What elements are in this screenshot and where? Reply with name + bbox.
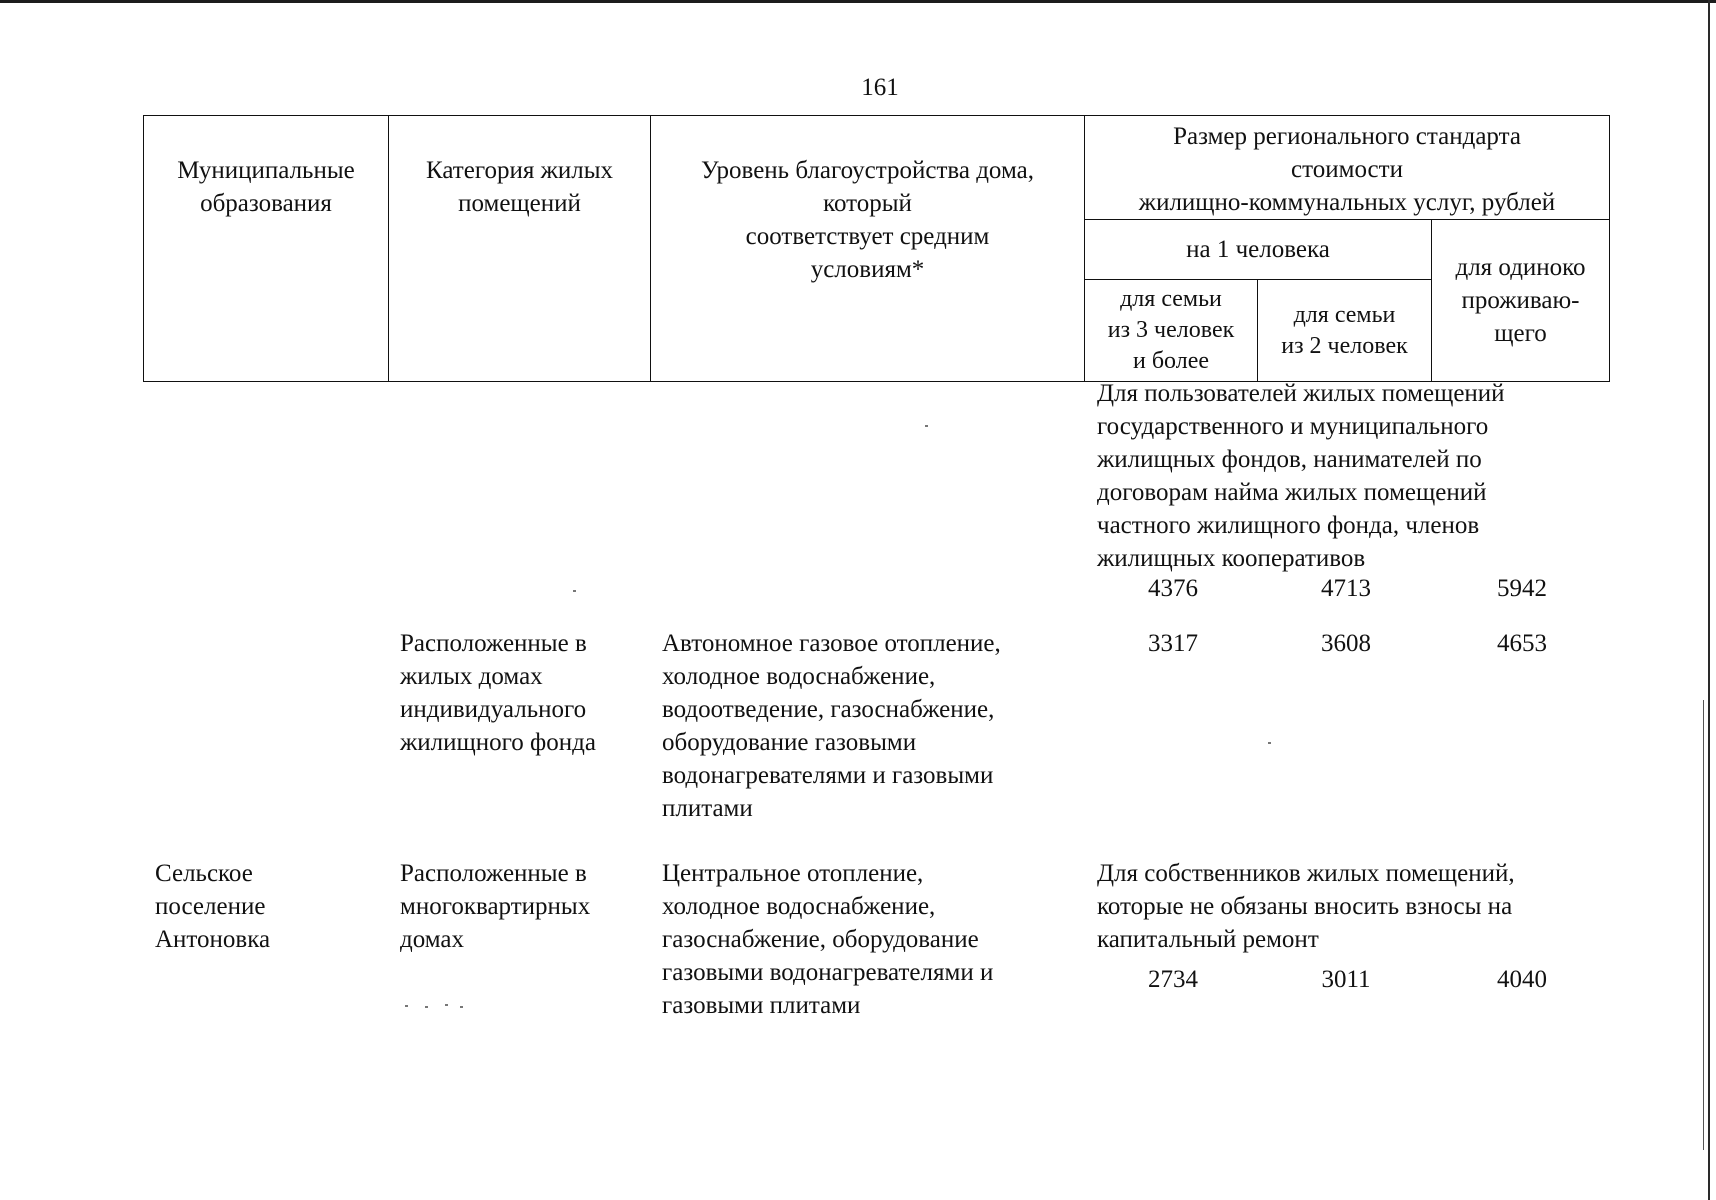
page-number: 161 — [861, 74, 899, 101]
header-category: Категория жилых помещений — [389, 116, 651, 382]
row3-municipal: Сельское поселение Антоновка — [155, 860, 271, 953]
row3-value-family2: 3011 — [1321, 966, 1371, 993]
scan-speck — [1268, 742, 1271, 744]
scan-speck — [925, 425, 928, 427]
row3-value-family3: 2734 — [1148, 966, 1198, 993]
scan-edge-right — [1708, 0, 1710, 1200]
scan-speck — [460, 1006, 463, 1008]
header-family2: для семьи из 2 человек — [1258, 280, 1432, 382]
row3-note: Для собственников жилых помещений, которые не обязаны вносить взносы на капитальный ремонт — [1097, 860, 1515, 953]
group1-value-family2: 4713 — [1321, 575, 1371, 602]
group1-note: Для пользователей жилых помещений государственного и муниципального жилищных фондов, нанимателей по договорам найма жилых помещений частного жилищного фонда, членов жилищных кооперативов — [1097, 380, 1505, 572]
header-table — [143, 115, 1610, 382]
row2-value-family3: 3317 — [1148, 630, 1198, 657]
row2-level: Автономное газовое отопление, холодное водоснабжение, водоотведение, газоснабжение, оборудование газовыми водонагревателями и газовыми плитами — [662, 630, 1001, 822]
header-single: для одиноко проживаю- щего — [1432, 220, 1610, 382]
group1-value-family3: 4376 — [1148, 575, 1198, 602]
scan-edge-right-inner — [1703, 700, 1704, 1150]
header-per-person: на 1 человека — [1085, 220, 1432, 280]
group1-value-single: 5942 — [1497, 575, 1547, 602]
header-municipal: Муниципальные образования — [144, 116, 389, 382]
header-level: Уровень благоустройства дома, который соответствует средним условиям* — [651, 116, 1085, 382]
header-standard: Размер регионального стандарта стоимости жилищно-коммунальных услуг, рублей — [1085, 116, 1610, 220]
row2-category: Расположенные в жилых домах индивидуального жилищного фонда — [400, 630, 596, 756]
row3-level: Центральное отопление, холодное водоснабжение, газоснабжение, оборудование газовыми водонагревателями и газовыми плитами — [662, 860, 994, 1019]
row3-value-single: 4040 — [1497, 966, 1547, 993]
scan-edge-top — [0, 0, 1716, 3]
row3-category: Расположенные в многоквартирных домах — [400, 860, 591, 953]
scan-speck — [425, 1006, 428, 1008]
scan-speck — [445, 1004, 448, 1006]
scan-speck — [573, 590, 576, 592]
header-family3: для семьи из 3 человек и более — [1085, 280, 1258, 382]
row2-value-single: 4653 — [1497, 630, 1547, 657]
scan-speck — [405, 1005, 408, 1007]
row2-value-family2: 3608 — [1321, 630, 1371, 657]
